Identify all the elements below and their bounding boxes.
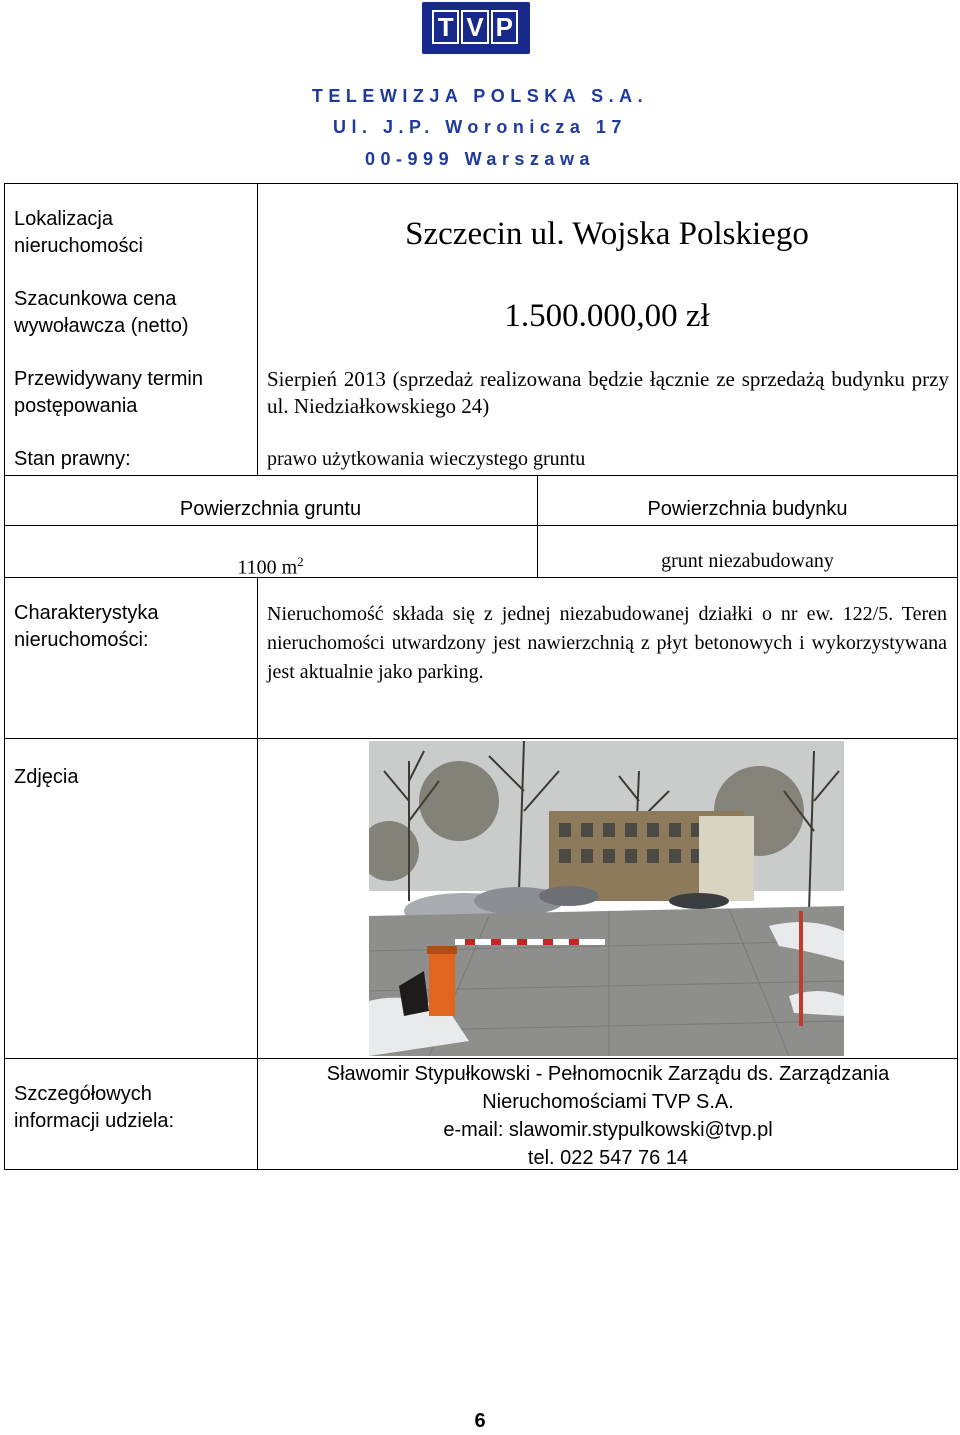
tvp-logo bbox=[422, 2, 530, 54]
contact-info bbox=[260, 1060, 956, 1172]
logo-letter-p: P bbox=[491, 10, 518, 44]
term-label: Przewidywany termin postępowania bbox=[14, 368, 203, 417]
company-name: TELEWIZJA POLSKA S.A. bbox=[311, 86, 649, 106]
contact-department: Nieruchomościami TVP S.A. bbox=[482, 1091, 734, 1113]
company-city: 00-999 Warszawa bbox=[365, 149, 595, 169]
term-value: Sierpień 2013 (sprzedaż realizowana będzie łącznie ze sprzedażą budynku przy ul. Niedziałkowskiego 24) bbox=[267, 367, 949, 418]
logo-letter-v: V bbox=[461, 10, 488, 44]
page-number: 6 bbox=[474, 1410, 486, 1432]
contact-email: e-mail: slawomir.stypulkowski@tvp.pl bbox=[443, 1119, 773, 1141]
price-label: Szacunkowa cena wywoławcza (netto) bbox=[14, 288, 189, 337]
contact-person: Sławomir Stypułkowski - Pełnomocnik Zarządu ds. Zarządzania bbox=[326, 1063, 890, 1085]
legal-status-label: Stan prawny: bbox=[14, 448, 131, 470]
building-area-value: grunt niezabudowany bbox=[661, 550, 834, 572]
characteristics-label: Charakterystyka nieruchomości: bbox=[14, 602, 159, 651]
ground-area-header: Powierzchnia gruntu bbox=[179, 498, 362, 520]
legal-status-value: prawo użytkowania wieczystego gruntu bbox=[267, 448, 586, 470]
company-street: Ul. J.P. Woronicza 17 bbox=[333, 117, 627, 137]
building-area-header: Powierzchnia budynku bbox=[647, 498, 848, 520]
contact-label: Szczegółowych informacji udziela: bbox=[14, 1083, 175, 1132]
price-value: 1.500.000,00 zł bbox=[504, 298, 710, 334]
photos-label: Zdjęcia bbox=[14, 766, 79, 788]
characteristics-value: Nieruchomość składa się z jednej niezabudowanej działki o nr ew. 122/5. Teren nieruchomości utwardzony jest nawierzchnią z płyt betonowych i wykorzystywana jest aktualnie jako parking. bbox=[267, 603, 947, 683]
logo-letter-t: T bbox=[432, 10, 459, 44]
location-value: Szczecin ul. Wojska Polskiego bbox=[405, 216, 809, 252]
ground-area-value: 1100 $m^2$ bbox=[237, 554, 304, 579]
property-photo bbox=[369, 741, 844, 1056]
area-unit-superscript: 2 bbox=[297, 554, 304, 569]
contact-phone: tel. 022 547 76 14 bbox=[527, 1147, 689, 1169]
location-label: Lokalizacja nieruchomości bbox=[14, 208, 143, 257]
